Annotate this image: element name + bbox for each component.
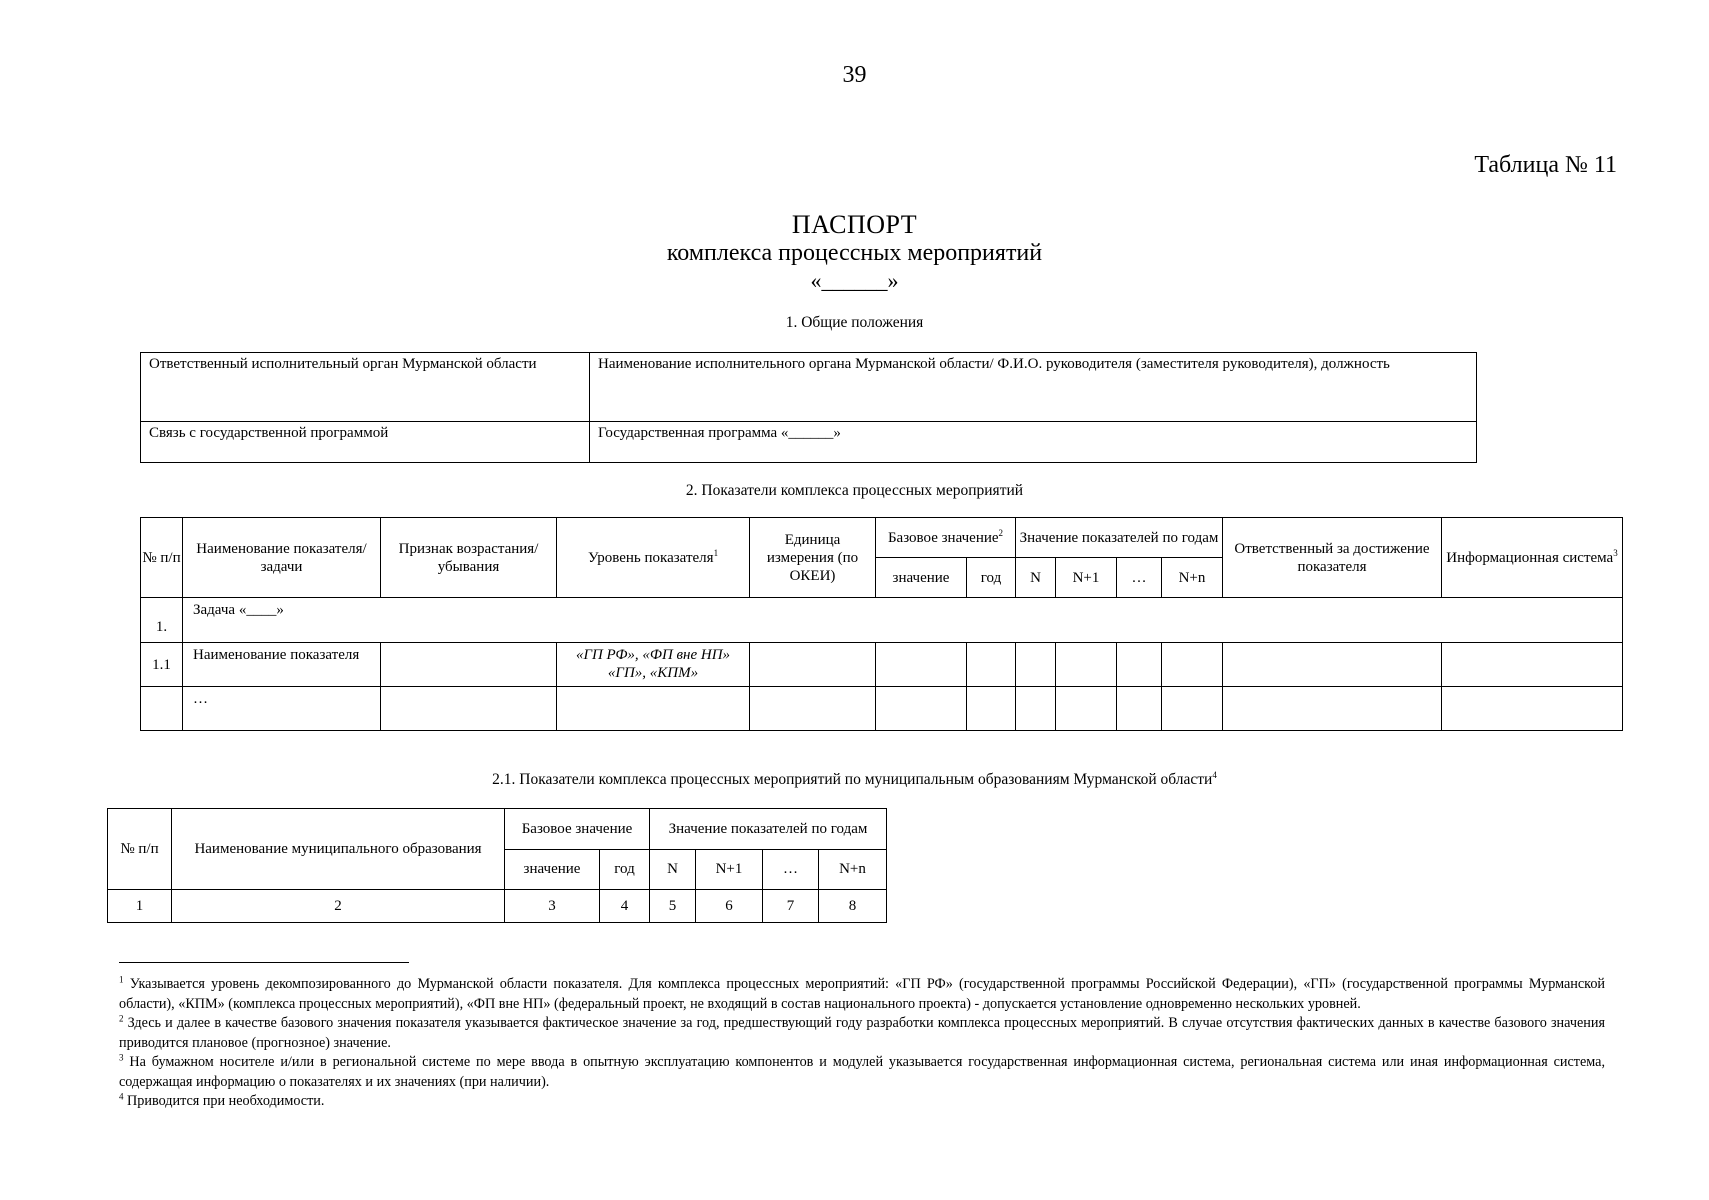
- footnote-number: 1: [119, 974, 124, 985]
- section-1-heading: 1. Общие положения: [785, 314, 924, 331]
- footnote: [119, 1014, 1605, 1053]
- empty-cell: [1117, 643, 1162, 687]
- empty-cell: [1442, 643, 1623, 687]
- table-row: [141, 422, 1477, 463]
- col-header-nn: N+n: [819, 850, 887, 890]
- empty-cell: [557, 687, 750, 731]
- col-header-system: [1442, 518, 1623, 598]
- document-title: ПАСПОРТ: [791, 210, 918, 239]
- empty-cell: [141, 687, 183, 731]
- col-header-year: год: [967, 558, 1016, 598]
- task-text-cell: Задача «____»: [183, 598, 1623, 643]
- col-header-n1: N+1: [696, 850, 763, 890]
- indicators-table: [140, 517, 1623, 731]
- empty-cell: [1056, 643, 1117, 687]
- col-header-sign: Признак возрастания/ убывания: [381, 518, 557, 598]
- col-header-n1: N+1: [1056, 558, 1117, 598]
- document-name-placeholder: «______»: [810, 268, 899, 293]
- general-label-cell: Связь с государственной программой: [141, 422, 590, 463]
- column-number-cell: 6: [696, 890, 763, 923]
- empty-cell: [967, 687, 1016, 731]
- empty-cell: [1162, 687, 1223, 731]
- empty-cell: [381, 687, 557, 731]
- footnote-ref: 2: [998, 527, 1004, 538]
- table-header-row: [141, 518, 1623, 558]
- col-header-level: [557, 518, 750, 598]
- table-row: [141, 687, 1623, 731]
- empty-cell: [1117, 687, 1162, 731]
- empty-cell: [750, 687, 876, 731]
- indicator-num-cell: 1.1: [141, 643, 183, 687]
- footnote-text: Приводится при необходимости.: [127, 1093, 325, 1109]
- col-header-level-text: Уровень показателя: [587, 549, 714, 566]
- footnote-ref: 4: [1212, 769, 1217, 780]
- column-number-cell: 8: [819, 890, 887, 923]
- col-header-num: № п/п: [141, 518, 183, 598]
- column-number-cell: 7: [763, 890, 819, 923]
- footnote-ref: 1: [713, 547, 719, 558]
- empty-cell: [1162, 643, 1223, 687]
- page-number: 39: [842, 62, 867, 88]
- col-header-system-text: Информационная система: [1446, 549, 1614, 566]
- col-header-years: Значение показателей по годам: [650, 809, 887, 850]
- footnote-number: 2: [119, 1013, 124, 1024]
- footnote-number: 3: [119, 1052, 124, 1063]
- empty-cell: [750, 643, 876, 687]
- col-header-num: № п/п: [108, 809, 172, 890]
- empty-cell: [876, 643, 967, 687]
- general-value-cell: Государственная программа «______»: [590, 422, 1477, 463]
- empty-cell: [1016, 687, 1056, 731]
- empty-cell: [381, 643, 557, 687]
- col-header-base: [876, 518, 1016, 558]
- general-info-table: [140, 352, 1477, 463]
- col-header-n: N: [650, 850, 696, 890]
- footnote-text: Здесь и далее в качестве базового значения показателя указывается фактическое значение за год, предшествующий году разработки комплекса процессных мероприятий. В случае отсутствия фактических данных в качестве базового значения приводится плановое (прогнозное) значение.: [119, 1015, 1606, 1051]
- col-header-name: Наименование муниципального образования: [172, 809, 505, 890]
- col-header-n: N: [1016, 558, 1056, 598]
- task-num-cell: 1.: [141, 598, 183, 643]
- column-number-cell: 2: [172, 890, 505, 923]
- column-number-cell: 4: [600, 890, 650, 923]
- indicator-name-cell: Наименование показателя: [183, 643, 381, 687]
- empty-cell: [1223, 687, 1442, 731]
- footnote-number: 4: [119, 1091, 124, 1102]
- table-header-row: [108, 809, 887, 850]
- general-label-cell: Ответственный исполнительный орган Мурманской области: [141, 353, 590, 422]
- column-number-cell: 3: [505, 890, 600, 923]
- col-header-base: Базовое значение: [505, 809, 650, 850]
- footnote-text: На бумажном носителе и/или в региональной системе по мере ввода в опытную эксплуатацию компонентов и модулей указывается государственная информационная система, региональная система или иная информационная система, содержащая информацию о показателях и их значениях (при наличии).: [119, 1054, 1606, 1090]
- dots-cell: …: [183, 687, 381, 731]
- col-header-base-text: Базовое значение: [887, 529, 999, 546]
- table-row: [141, 643, 1623, 687]
- column-number-cell: 5: [650, 890, 696, 923]
- col-header-responsible: Ответственный за достижение показателя: [1223, 518, 1442, 598]
- empty-cell: [1056, 687, 1117, 731]
- empty-cell: [1223, 643, 1442, 687]
- col-header-nn: N+n: [1162, 558, 1223, 598]
- footnote-text: Указывается уровень декомпозированного до Мурманской области показателя. Для комплекса процессных мероприятий: «ГП РФ» (государственной программы Российской Федерации), «ГП» (государственной программы Мурманской области), «КПМ» (комплекса процессных мероприятий), «ФП вне НП» (федеральный проект, не входящий в состав национального проекта) - допускается установление одновременно нескольких уровней.: [119, 976, 1606, 1012]
- column-number-cell: 1: [108, 890, 172, 923]
- indicator-level-cell: «ГП РФ», «ФП вне НП» «ГП», «КПМ»: [557, 643, 750, 687]
- col-header-dots: …: [1117, 558, 1162, 598]
- footnote: [119, 975, 1605, 1014]
- empty-cell: [876, 687, 967, 731]
- footnotes: [119, 975, 1605, 1112]
- section-2-1-heading-text: 2.1. Показатели комплекса процессных мероприятий по муниципальным образованиям Мурманской области: [492, 771, 1213, 788]
- col-header-years: Значение показателей по годам: [1016, 518, 1223, 558]
- col-header-dots: …: [763, 850, 819, 890]
- document-subtitle: комплекса процессных мероприятий: [666, 240, 1043, 266]
- table-row: [141, 598, 1623, 643]
- table-number: Таблица № 11: [1474, 152, 1617, 178]
- col-header-unit: Единица измерения (по ОКЕИ): [750, 518, 876, 598]
- footnote: [119, 1053, 1605, 1092]
- empty-cell: [1442, 687, 1623, 731]
- col-header-value: значение: [876, 558, 967, 598]
- footnote-ref: 3: [1613, 547, 1618, 558]
- footnote-separator: [119, 962, 409, 963]
- col-header-year: год: [600, 850, 650, 890]
- empty-cell: [967, 643, 1016, 687]
- table-row: [108, 890, 887, 923]
- section-2-heading: 2. Показатели комплекса процессных мероприятий: [685, 482, 1024, 499]
- col-header-value: значение: [505, 850, 600, 890]
- section-2-1-heading: [0, 771, 1709, 789]
- empty-cell: [1016, 643, 1056, 687]
- table-row: [141, 353, 1477, 422]
- col-header-name: Наименование показателя/задачи: [183, 518, 381, 598]
- general-value-cell: Наименование исполнительного органа Мурманской области/ Ф.И.О. руководителя (заместителя руководителя), должность: [590, 353, 1477, 422]
- footnote: [119, 1092, 1605, 1112]
- municipal-indicators-table: [107, 808, 887, 923]
